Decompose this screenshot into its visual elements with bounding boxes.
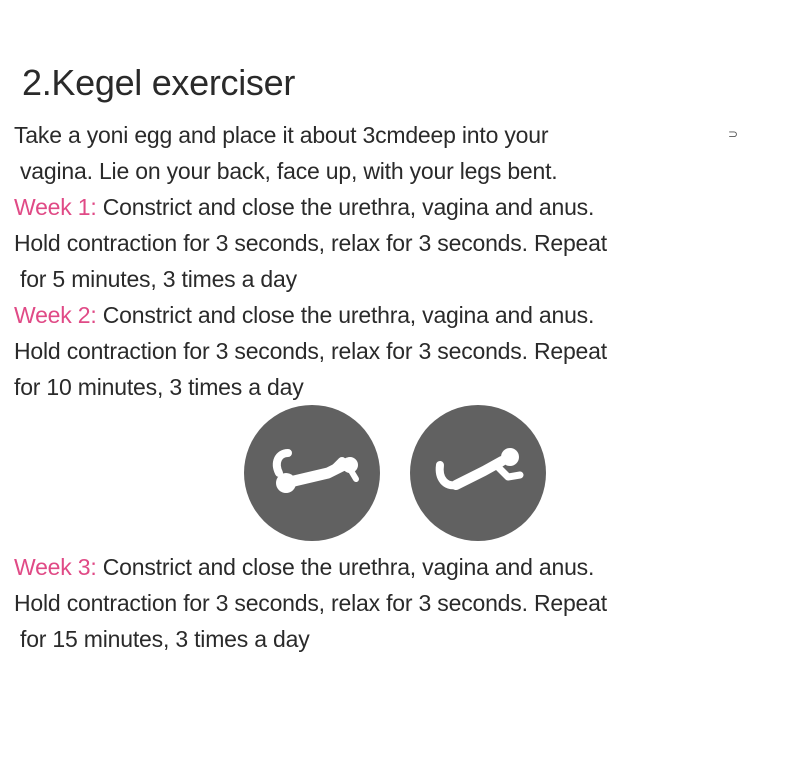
page-title: 2.Kegel exerciser — [22, 62, 296, 103]
week2-label: Week 2: — [14, 302, 97, 328]
week2-line-1 — [14, 297, 674, 333]
lying-pose-icon — [244, 405, 380, 541]
raised-pose-icon — [410, 405, 546, 541]
week2-text-1: Constrict and close the urethra, vagina and anus. — [102, 302, 595, 328]
intro-line-2: vagina. Lie on your back, face up, with your legs bent. — [20, 158, 558, 184]
week3-line-3: for 15 minutes, 3 times a day — [20, 626, 310, 652]
week3-line-2: Hold contraction for 3 seconds, relax for 3 seconds. Repeat — [14, 590, 607, 616]
week3-text-1: Constrict and close the urethra, vagina and anus. — [102, 554, 595, 580]
intro-line-1: Take a yoni egg and place it about 3cmdeep into your — [14, 122, 549, 148]
week3-paragraph — [14, 549, 674, 657]
week3-label: Week 3: — [14, 554, 97, 580]
week1-text-1: Constrict and close the urethra, vagina and anus. — [102, 194, 595, 220]
week1-line-3: for 5 minutes, 3 times a day — [20, 266, 297, 292]
week1-label: Week 1: — [14, 194, 97, 220]
intro-paragraph — [14, 117, 674, 405]
week3-line-1 — [14, 549, 674, 585]
stray-mark: ⊃ — [728, 127, 739, 141]
exercise-icons — [244, 405, 546, 541]
week1-line-2: Hold contraction for 3 seconds, relax for 3 seconds. Repeat — [14, 230, 607, 256]
week2-line-2: Hold contraction for 3 seconds, relax for 3 seconds. Repeat — [14, 338, 607, 364]
week1-line-1 — [14, 189, 674, 225]
week2-line-3: for 10 minutes, 3 times a day — [14, 374, 304, 400]
